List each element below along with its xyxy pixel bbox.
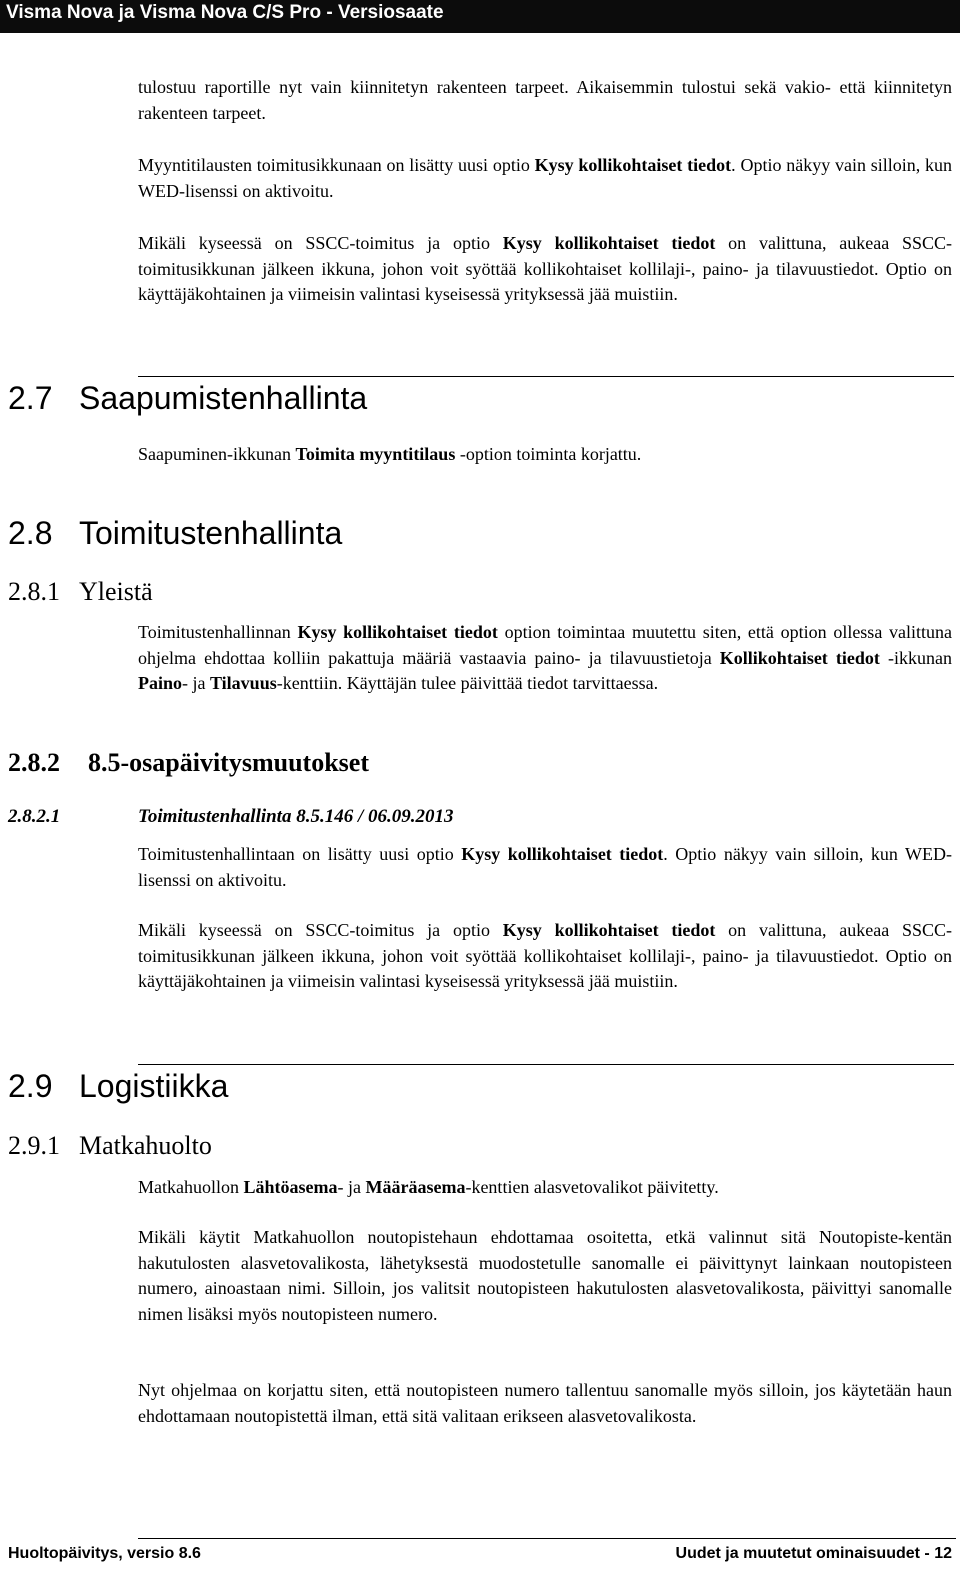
subsubsection-heading-2-8-2-1 (8, 805, 454, 829)
s291-paragraph-2: Mikäli käytit Matkahuollon noutopistehaun ehdottamaa osoitetta, etkä valinnut sitä Noutopiste-kentän hakutulosten alasvetovalikosta, lähetyksestä muodostetulle sanomalle ei päivittynyt lainkaan noutopisteen numero, ainoastaan nimi. Silloin, jos valitsit noutopisteen hakutulosten alasvetovalikosta, päivittyi sanomalle nimen lisäksi myös noutopisteen numero. (138, 1227, 952, 1324)
footer-divider (138, 1538, 956, 1539)
subsubsection-title: Toimitustenhallinta 8.5.146 / 06.09.2013 (138, 806, 454, 827)
section-heading-2-7 (8, 380, 367, 416)
subsection-title: Matkahuolto (79, 1131, 212, 1160)
intro-paragraph-2 (138, 153, 952, 204)
document-header-bar (0, 0, 960, 33)
subsection-number: 2.9.1 (8, 1131, 60, 1160)
field-name: Lähtöasema (243, 1177, 338, 1197)
field-name: Tilavuus (210, 673, 277, 694)
text-run: . Optio näkyy vain silloin, kun WED-lisenssi on aktivoitu. (138, 155, 953, 201)
option-name: Toimita myyntitilaus (295, 444, 456, 464)
text-run: option toimintaa muutettu siten, että option ollessa valittuna ohjelma ehdottaa kolliin pakattuja määriä vastaavia paino- ja tilavuustietoja (138, 622, 952, 668)
text-run: -kenttien alasvetovalikot päivitetty. (465, 1177, 719, 1197)
field-name: Määräasema (365, 1177, 466, 1197)
section-heading-2-9 (8, 1068, 228, 1104)
option-name: Kysy kollikohtaiset tiedot (297, 622, 498, 642)
s291-paragraph-1 (138, 1175, 952, 1201)
subsection-number: 2.8.2 (8, 748, 60, 777)
section-title: Logistiikka (79, 1068, 229, 1104)
section-number: 2.8 (8, 515, 53, 551)
text-run: on valittuna, aukeaa SSCC-toimitusikkunan jälkeen ikkuna, johon voit syöttää kollikohtaiset kollilaji-, paino- ja tilavuustiedot. Optio on käyttäjäkohtainen ja viimeisin valintasi kyseisessä yrityksessä jää muistiin. (138, 233, 953, 305)
document-header-title: Visma Nova ja Visma Nova C/S Pro - Versiosaate (6, 2, 444, 23)
field-name: Paino (138, 673, 183, 694)
section-title: Saapumistenhallinta (79, 380, 368, 416)
option-name: Kysy kollikohtaiset tiedot (502, 233, 716, 253)
intro-paragraph-3 (138, 231, 952, 308)
option-name: Kysy kollikohtaiset tiedot (461, 844, 664, 864)
text-run: Myyntitilausten toimitusikkunaan on lisätty uusi optio (138, 155, 535, 175)
option-name: Kysy kollikohtaiset tiedot (534, 155, 732, 175)
s2821-paragraph-1 (138, 842, 952, 893)
text-run: Toimitustenhallinnan (138, 622, 298, 642)
text-run: - ja (182, 673, 210, 694)
section-number: 2.7 (8, 380, 53, 416)
s2821-paragraph-2 (138, 918, 952, 995)
subsection-heading-2-8-1 (8, 577, 153, 607)
text-run: Mikäli kyseessä on SSCC-toimitus ja optio (138, 920, 503, 940)
subsection-title: 8.5-osapäivitysmuutokset (88, 748, 369, 777)
text-run: -ikkunan (879, 647, 952, 668)
s27-paragraph-1 (138, 442, 952, 468)
footer-right-text: Uudet ja muutetut ominaisuudet - 12 (675, 1545, 952, 1562)
section-divider (138, 376, 954, 377)
s281-paragraph-1 (138, 620, 952, 697)
text-run: -option toiminta korjattu. (455, 444, 642, 464)
text-run: on valittuna, aukeaa SSCC-toimitusikkunan jälkeen ikkuna, johon voit syöttää kollikohtaiset kollilaji-, paino- ja tilavuustiedot. Optio on käyttäjäkohtainen ja viimeisin valintasi kyseisessä yrityksessä jää muistiin. (138, 920, 953, 992)
text-run: -kenttiin. Käyttäjän tulee päivittää tiedot tarvittaessa. (276, 673, 659, 694)
subsection-title: Yleistä (79, 577, 153, 606)
s291-paragraph-3: Nyt ohjelmaa on korjattu siten, että noutopisteen numero tallentuu sanomalle myös silloin, jos käytetään haun ehdottamaan noutopistettä ilman, että sitä valitaan erikseen alasvetovalikosta. (138, 1380, 952, 1426)
subsection-heading-2-9-1 (8, 1131, 212, 1161)
subsubsection-number: 2.8.2.1 (8, 806, 61, 827)
section-divider (138, 1064, 954, 1065)
option-name: Kysy kollikohtaiset tiedot (502, 920, 716, 940)
window-name: Kollikohtaiset tiedot (719, 647, 880, 668)
subsection-number: 2.8.1 (8, 577, 60, 606)
footer-left-text: Huoltopäivitys, versio 8.6 (8, 1545, 201, 1562)
text-run: Saapuminen-ikkunan (138, 444, 296, 464)
text-run: Mikäli kyseessä on SSCC-toimitus ja optio (138, 233, 503, 253)
text-run: Toimitustenhallintaan on lisätty uusi optio (138, 844, 462, 864)
section-heading-2-8 (8, 515, 342, 551)
text-run: . Optio näkyy vain silloin, kun WED-lisenssi on aktivoitu. (138, 844, 952, 890)
section-number: 2.9 (8, 1068, 53, 1104)
subsection-heading-2-8-2 (8, 748, 369, 778)
intro-paragraph-1: tulostuu raportille nyt vain kiinnitetyn rakenteen tarpeet. Aikaisemmin tulostui sekä vakio- että kiinnitetyn rakenteen tarpeet. (138, 77, 952, 123)
text-run: - ja (337, 1177, 366, 1197)
section-title: Toimitustenhallinta (79, 515, 343, 551)
text-run: Matkahuollon (138, 1177, 244, 1197)
